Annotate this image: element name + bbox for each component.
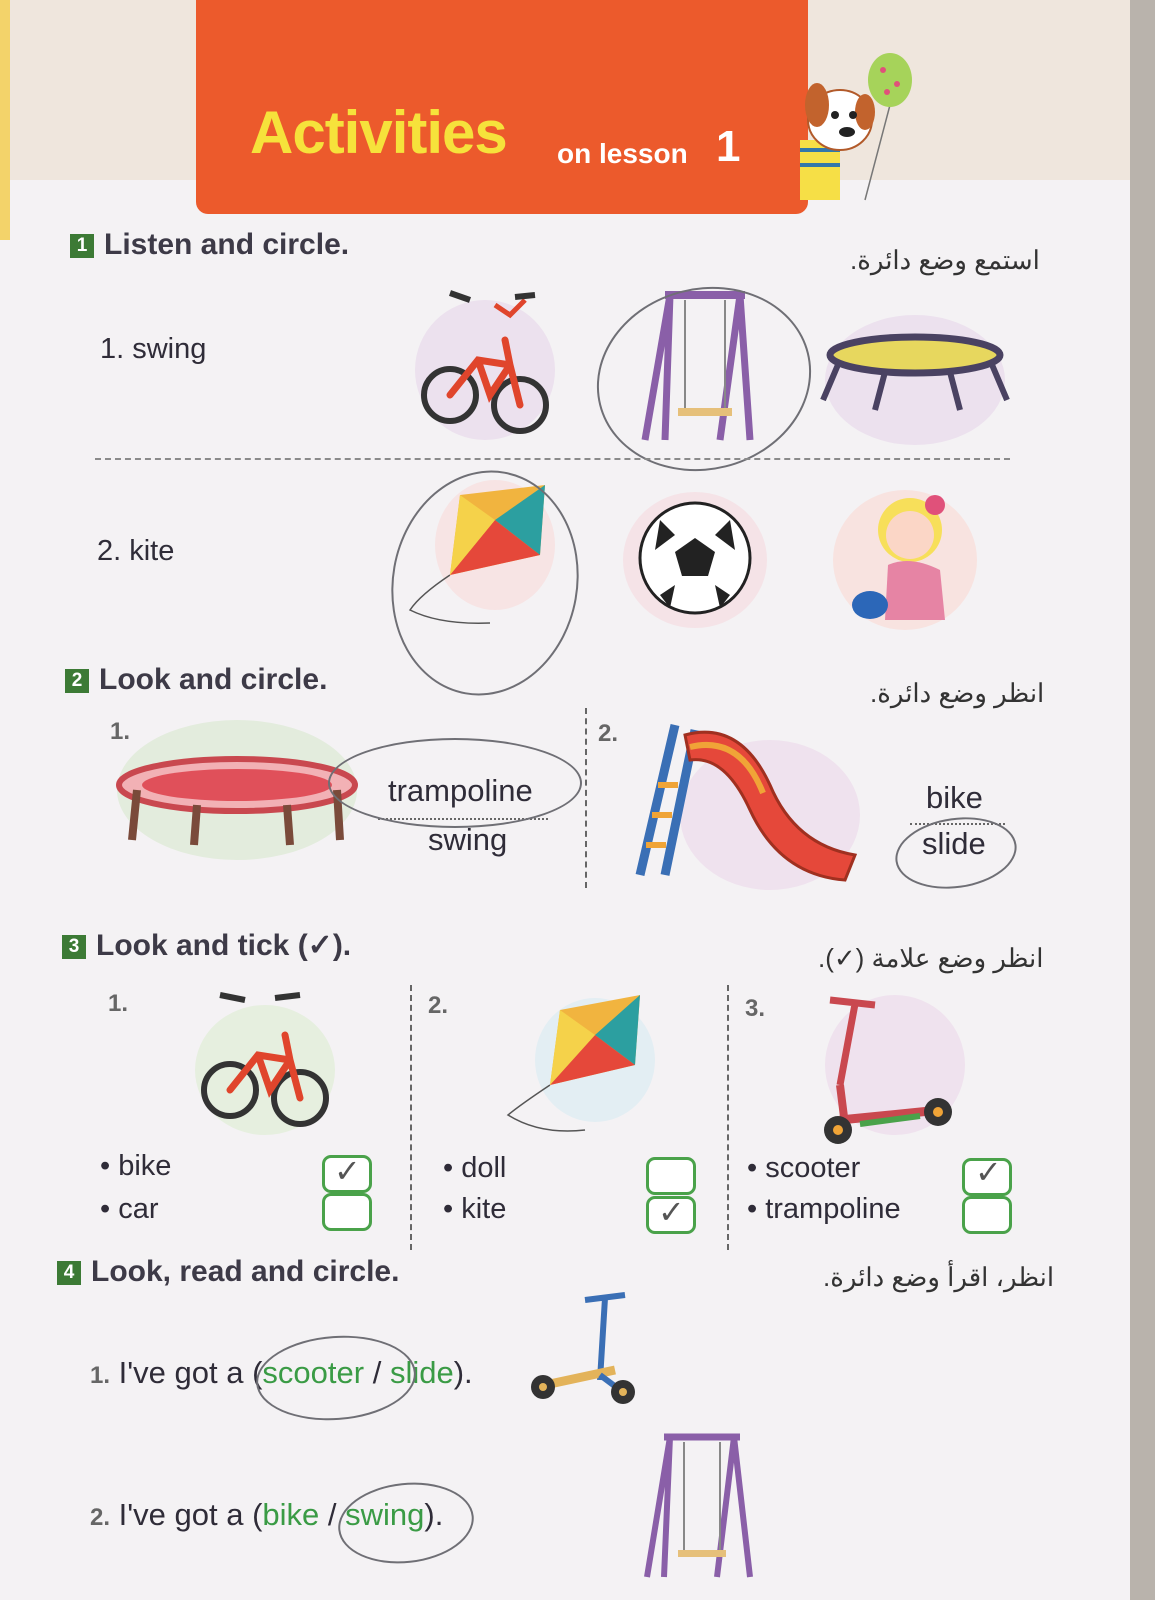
slide-icon <box>630 715 870 890</box>
s4-item-2-prefix: I've got a <box>118 1497 244 1532</box>
bike-icon <box>190 990 340 1140</box>
kite-icon <box>500 990 660 1140</box>
s4-item-2-sentence: 2. I've got a (bike / swing). <box>90 1497 444 1532</box>
s3-item-3-option-2 <box>747 1193 901 1226</box>
s2-item-2-option-2[interactable]: slide <box>922 826 986 861</box>
bullet: • <box>100 1193 111 1225</box>
tick-mark: ✓ <box>975 1154 1002 1190</box>
section-4-arabic: انظر، اقرأ وضع دائرة. <box>823 1262 1055 1292</box>
trampoline-icon <box>112 715 362 865</box>
s3-item-2-number: 2. <box>428 992 449 1019</box>
page-subtitle: on lesson <box>557 138 688 169</box>
s4-item-2-answer-circle <box>334 1476 478 1570</box>
s3-item-1-option-1 <box>100 1150 171 1183</box>
s3-item-2-checkbox-1[interactable] <box>646 1157 696 1195</box>
bullet: • <box>747 1152 758 1184</box>
section-2-number: 2 <box>65 669 89 693</box>
section-2-heading: Look and circle. <box>99 663 328 696</box>
s1-item-1-label: 1. swing <box>100 333 207 365</box>
s3-item-1-option-2 <box>100 1193 159 1226</box>
lesson-number: 1 <box>716 122 741 171</box>
s3-item-2-option-2 <box>443 1193 506 1226</box>
bullet: • <box>100 1150 111 1182</box>
s4-item-2-option-2[interactable]: swing <box>345 1497 425 1532</box>
s4-item-1-number: 1. <box>90 1362 111 1389</box>
s3-item-3-option-1 <box>747 1152 860 1185</box>
s3-item-1-checkbox-1[interactable] <box>322 1155 372 1193</box>
tick-mark: ✓ <box>658 1194 685 1230</box>
section-1-number: 1 <box>70 234 94 258</box>
s3-item-3-checkbox-2[interactable] <box>962 1196 1012 1234</box>
section-2-arabic: انظر وضع دائرة. <box>870 678 1045 708</box>
s3-item-2-checkbox-2[interactable] <box>646 1196 696 1234</box>
section-2-title <box>65 663 327 697</box>
section-3-arabic: انظر وضع علامة (✓). <box>818 943 1044 973</box>
section-3-heading: Look and tick (✓). <box>96 929 352 962</box>
s4-item-1-prefix: I've got a <box>118 1355 244 1390</box>
s4-item-1-sentence: 1. I've got a (scooter / slide). <box>90 1355 473 1390</box>
section-4-heading: Look, read and circle. <box>91 1255 400 1288</box>
section-4-title <box>57 1255 399 1289</box>
s3-item-3-checkbox-1[interactable] <box>962 1154 1012 1196</box>
s3-item-3-number: 3. <box>745 995 766 1022</box>
s3-item-1-option-1-text: bike <box>118 1150 172 1182</box>
s2-item-2-option-1[interactable]: bike <box>926 780 983 815</box>
s4-item-1-answer-circle <box>253 1331 418 1426</box>
trampoline-icon[interactable] <box>815 300 1015 450</box>
page-binding <box>0 0 10 240</box>
s2-item-1-answer-circle <box>328 738 582 828</box>
s2-item-2-number: 2. <box>598 720 619 747</box>
s3-item-3-option-1-text: scooter <box>765 1152 861 1184</box>
s3-item-1-number: 1. <box>108 990 129 1017</box>
tick-mark: ✓ <box>334 1153 361 1189</box>
dog-mascot-icon <box>795 50 925 210</box>
s4-item-2-number: 2. <box>90 1504 111 1531</box>
section-1-arabic: استمع وضع دائرة. <box>850 245 1040 275</box>
s3-item-1-checkbox-2[interactable] <box>322 1193 372 1231</box>
bike-icon[interactable] <box>410 285 560 445</box>
scooter-icon <box>525 1290 645 1415</box>
ball-icon[interactable] <box>620 490 770 630</box>
page-title: Activities <box>250 99 507 166</box>
s1-item-2-label: 2. kite <box>97 535 175 567</box>
s4-item-2-option-1[interactable]: bike <box>262 1497 320 1532</box>
swing-icon <box>642 1432 762 1582</box>
s3-item-2-option-2-text: kite <box>461 1193 507 1225</box>
section-1-title <box>70 228 349 262</box>
doll-icon[interactable] <box>830 485 980 635</box>
s3-item-2-option-1 <box>443 1152 506 1185</box>
column-divider <box>585 708 587 888</box>
s2-item-1-option-1[interactable]: trampoline <box>388 773 533 808</box>
scooter-icon <box>800 990 970 1155</box>
s4-item-1-option-2[interactable]: slide <box>389 1355 454 1390</box>
s3-item-1-option-2-text: car <box>118 1193 159 1225</box>
s4-item-1-option-1[interactable]: scooter <box>262 1355 365 1390</box>
bullet: • <box>443 1193 454 1225</box>
section-3-number: 3 <box>62 935 86 959</box>
s2-item-1-number: 1. <box>110 718 131 745</box>
divider-line <box>95 458 1010 460</box>
bullet: • <box>443 1152 454 1184</box>
s3-item-3-option-2-text: trampoline <box>765 1193 901 1225</box>
section-1-heading: Listen and circle. <box>104 228 350 261</box>
section-3-title <box>62 928 351 963</box>
bullet: • <box>747 1193 758 1225</box>
s3-item-2-option-1-text: doll <box>461 1152 507 1184</box>
column-divider <box>727 985 729 1250</box>
s2-item-1-option-2[interactable]: swing <box>428 822 508 857</box>
section-4-number: 4 <box>57 1261 81 1285</box>
column-divider <box>410 985 412 1250</box>
